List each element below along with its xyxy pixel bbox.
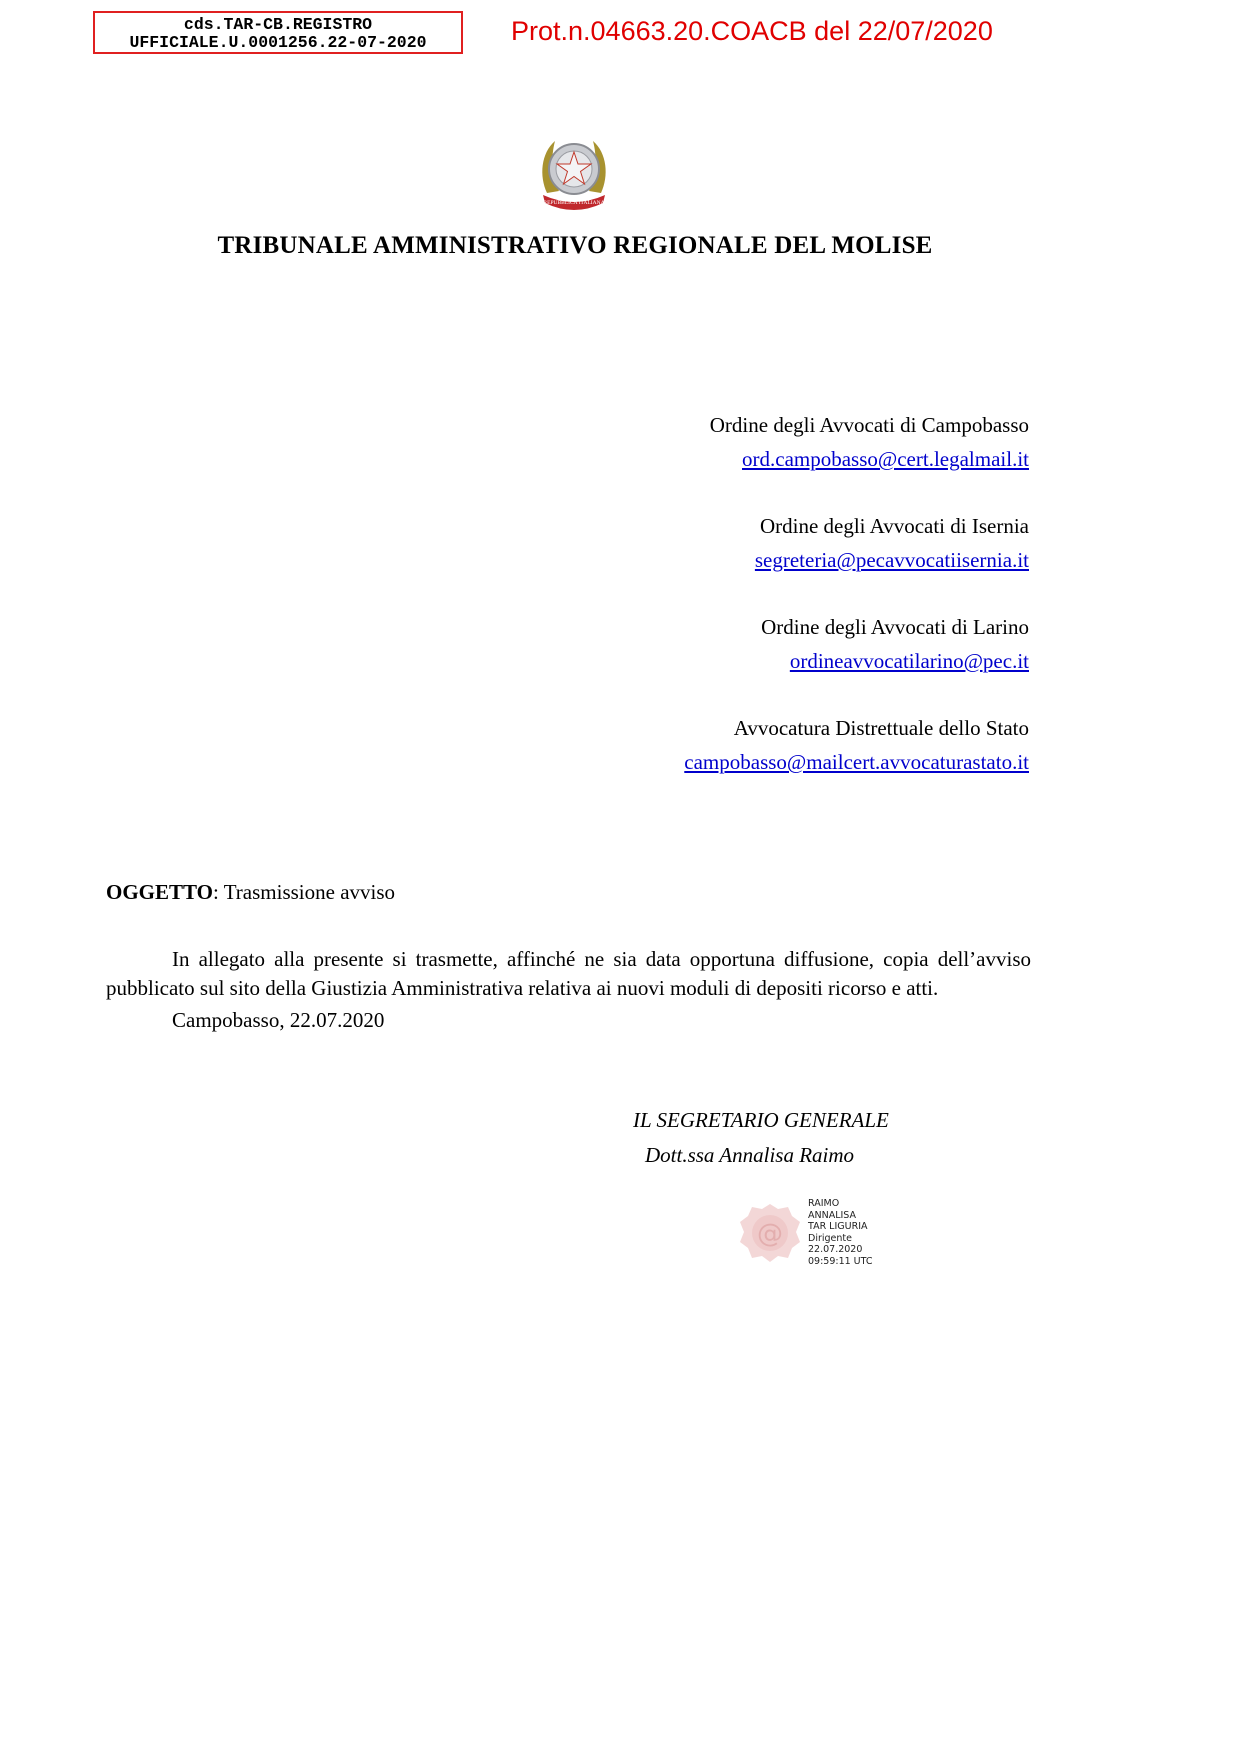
recipient-item bbox=[684, 509, 1029, 577]
recipient-list bbox=[684, 408, 1029, 812]
emblem-ribbon-text: REPUBBLICA ITALIANA bbox=[543, 200, 605, 206]
signature-info-line: 09:59:11 UTC bbox=[808, 1255, 873, 1267]
page-title: TRIBUNALE AMMINISTRATIVO REGIONALE DEL MOLISE bbox=[217, 232, 933, 259]
recipient-item bbox=[684, 408, 1029, 476]
signature-info-line: RAIMO bbox=[808, 1198, 840, 1209]
recipient-email-link[interactable]: segreteria@pecavvocatiisernia.it bbox=[754, 548, 1029, 572]
signatory-role: IL SEGRETARIO GENERALE bbox=[633, 1108, 889, 1132]
recipient-email-link[interactable]: ordineavvocatilarino@pec.it bbox=[789, 649, 1029, 673]
digital-signature-info bbox=[808, 1198, 873, 1267]
svg-text:@: @ bbox=[757, 1219, 783, 1249]
signatory-name: Dott.ssa Annalisa Raimo bbox=[645, 1143, 855, 1167]
signature-info-line: TAR LIGURIA bbox=[808, 1221, 868, 1232]
repubblica-italiana-emblem-icon bbox=[537, 131, 611, 215]
registry-line-2: UFFICIALE.U.0001256.22-07-2020 bbox=[129, 33, 427, 52]
recipient-name: Ordine degli Avvocati di Larino bbox=[761, 615, 1029, 639]
body-paragraph: In allegato alla presente si trasmette, affinché ne sia data opportuna diffusione, copia dell’avviso pubblicato sul sito della Giustizia Amministrativa relativa ai nuovi moduli di depositi ricorso e atti. bbox=[106, 947, 1031, 1000]
subject-separator: : bbox=[212, 880, 224, 904]
recipient-name: Ordine degli Avvocati di Campobasso bbox=[709, 413, 1029, 437]
registry-line-1: cds.TAR-CB.REGISTRO bbox=[183, 15, 373, 34]
recipient-item bbox=[684, 610, 1029, 678]
protocol-number: Prot.n.04663.20.COACB del 22/07/2020 bbox=[511, 16, 993, 46]
signature-info-line: 22.07.2020 bbox=[808, 1244, 863, 1255]
recipient-name: Avvocatura Distrettuale dello Stato bbox=[733, 716, 1029, 740]
registry-stamp bbox=[93, 11, 463, 54]
subject-text: Trasmissione avviso bbox=[223, 880, 396, 904]
body-paragraph-container bbox=[106, 945, 1031, 1003]
place-date: Campobasso, 22.07.2020 bbox=[172, 1008, 385, 1032]
digital-signature-seal-icon bbox=[738, 1202, 802, 1264]
signature-info-line: ANNALISA bbox=[808, 1209, 857, 1221]
recipient-name: Ordine degli Avvocati di Isernia bbox=[759, 514, 1029, 538]
signature-info-line: Dirigente bbox=[808, 1232, 852, 1244]
subject-label: OGGETTO bbox=[106, 880, 213, 904]
subject-line bbox=[106, 880, 395, 905]
recipient-item bbox=[684, 711, 1029, 779]
recipient-email-link[interactable]: ord.campobasso@cert.legalmail.it bbox=[742, 447, 1029, 471]
recipient-email-link[interactable]: campobasso@mailcert.avvocaturastato.it bbox=[684, 750, 1029, 774]
